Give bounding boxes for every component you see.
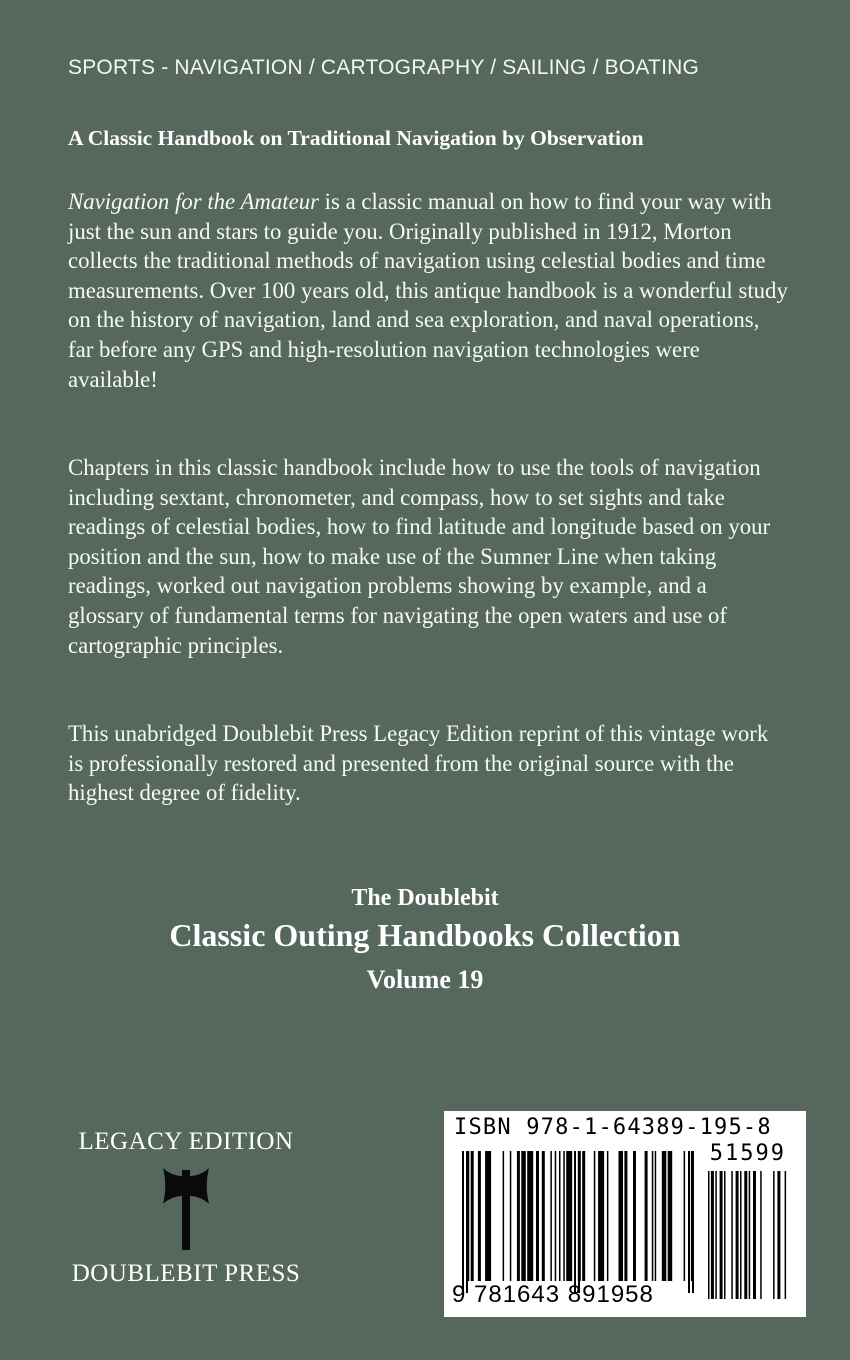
book-title: Navigation for the Amateur <box>68 189 319 214</box>
isbn-text: ISBN 978-1-64389-195-8 <box>454 1115 772 1140</box>
isbn-barcode <box>444 1111 806 1317</box>
edition-label: LEGACY EDITION <box>78 1128 294 1155</box>
description-paragraph-3: This unabridged Doublebit Press Legacy Edition reprint of this vintage work is professionally restored and presented from the original source with the highest degree of fidelity. <box>68 721 769 806</box>
publisher-logo <box>56 1128 316 1288</box>
barcode-digits: 9 781643 891958 <box>452 1281 654 1308</box>
publisher-name: DOUBLEBIT PRESS <box>71 1260 301 1287</box>
tagline: A Classic Handbook on Traditional Navigation by Observation <box>68 126 644 150</box>
price-code: 51599 <box>709 1141 786 1166</box>
description-paragraph-1-text: is a classic manual on how to find your way with just the sun and stars to guide you. Originally published in 1912, Morton collects the traditional methods of navigation using celestial bodies and time measurements. Over 100 years old, this antique handbook is a wonderful study on the history of navigation, land and sea exploration, and naval operations, far before any GPS and high-resolution navigation technologies were available! <box>68 189 788 392</box>
series-volume: Volume 19 <box>366 965 484 994</box>
series-intro: The Doublebit <box>351 885 499 911</box>
series-name: Classic Outing Handbooks Collection <box>169 917 681 953</box>
double-bit-axe-icon <box>159 1166 213 1252</box>
description-paragraph-1 <box>68 187 788 394</box>
category-line: SPORTS - NAVIGATION / CARTOGRAPHY / SAILING / BOATING <box>68 56 700 79</box>
description-paragraph-2: Chapters in this classic handbook include how to use the tools of navigation including sextant, chronometer, and compass, how to set sights and take readings of celestial bodies, how to find latitude and longitude based on your position and the sun, how to make use of the Sumner Line when taking readings, worked out navigation problems showing by example, and a glossary of fundamental terms for navigating the open waters and use of cartographic principles. <box>68 455 771 658</box>
